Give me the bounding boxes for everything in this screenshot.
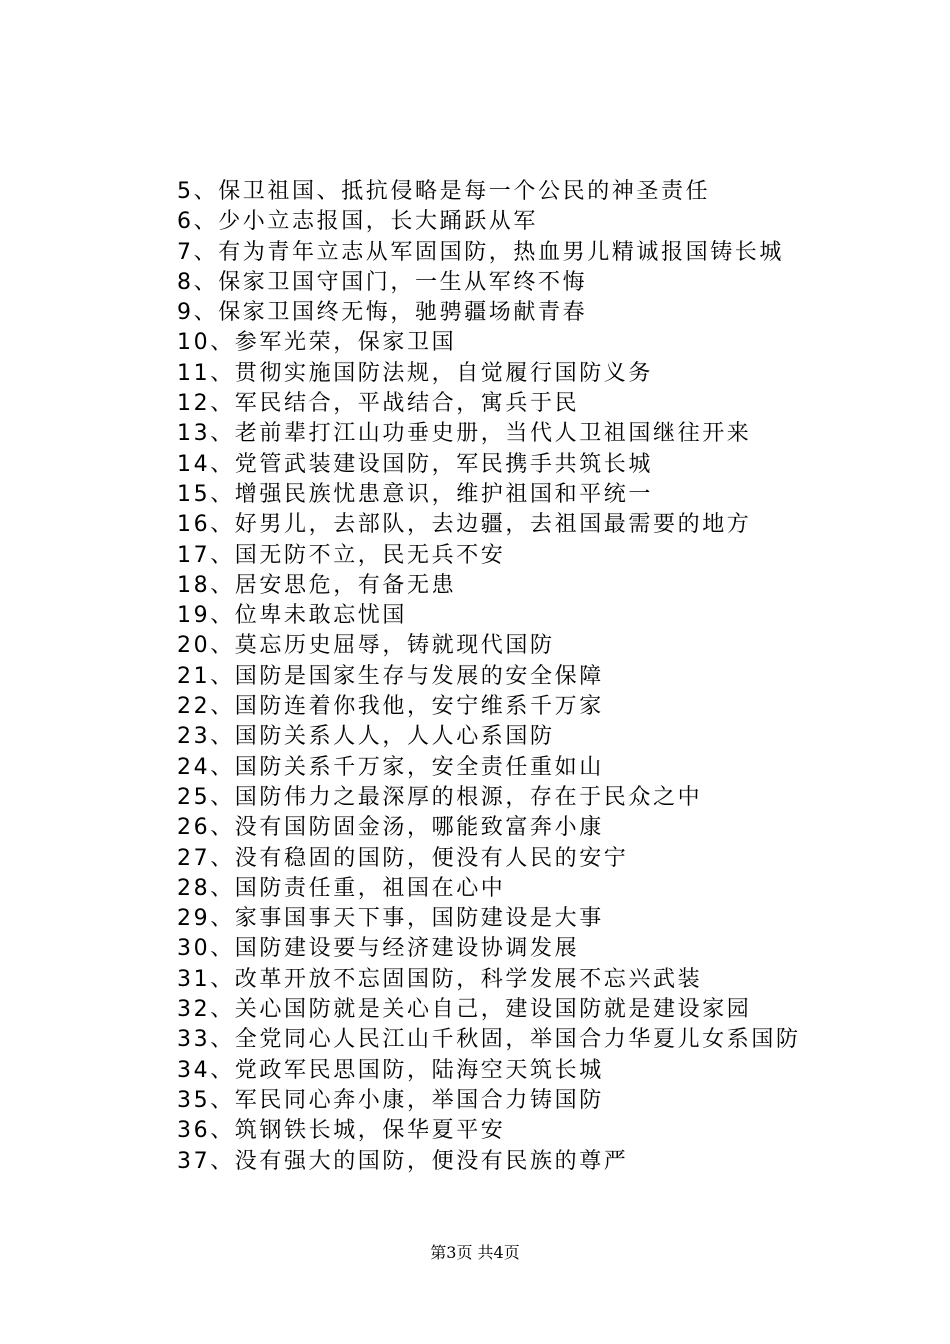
- slogan-line: 33、全党同心人民江山千秋固，举国合力华夏儿女系国防: [177, 1027, 801, 1053]
- slogan-line: 5、保卫祖国、抵抗侵略是每一个公民的神圣责任: [177, 179, 711, 204]
- slogan-line: 28、国防责任重，祖国在心中: [177, 875, 506, 901]
- slogan-line: 29、家事国事天下事，国防建设是大事: [177, 906, 604, 932]
- slogan-line: 22、国防连着你我他，安宁维系千万家: [177, 694, 604, 720]
- slogan-line: 13、老前辈打江山功垂史册，当代人卫祖国继往开来: [177, 421, 752, 447]
- slogan-line: 18、居安思危，有备无患: [177, 572, 457, 598]
- slogan-line: 14、党管武装建设国防，军民携手共筑长城: [177, 451, 653, 477]
- slogan-line: 9、保家卫国终无悔，驰骋疆场献青春: [177, 300, 588, 326]
- slogan-line: 7、有为青年立志从军固国防，热血男儿精诚报国铸长城: [177, 239, 784, 265]
- slogan-line: 35、军民同心奔小康，举国合力铸国防: [177, 1087, 604, 1113]
- slogan-line: 24、国防关系千万家，安全责任重如山: [177, 754, 604, 780]
- slogan-line: 11、贯彻实施国防法规，自觉履行国防义务: [177, 360, 653, 386]
- slogan-line: 20、莫忘历史屈辱，铸就现代国防: [177, 633, 555, 659]
- slogan-line: 26、没有国防固金汤，哪能致富奔小康: [177, 815, 604, 841]
- slogan-line: 19、位卑未敢忘忧国: [177, 603, 407, 629]
- slogan-line: 12、军民结合，平战结合，寓兵于民: [177, 391, 580, 417]
- slogan-line: 31、改革开放不忘固国防，科学发展不忘兴武装: [177, 966, 703, 992]
- slogan-line: 10、参军光荣，保家卫国: [177, 330, 457, 356]
- slogan-line: 21、国防是国家生存与发展的安全保障: [177, 663, 604, 689]
- slogan-line: 32、关心国防就是关心自己，建设国防就是建设家园: [177, 997, 752, 1023]
- slogan-line: 17、国无防不立，民无兵不安: [177, 542, 506, 568]
- slogan-line: 37、没有强大的国防，便没有民族的尊严: [177, 1148, 629, 1174]
- slogan-list: [177, 177, 877, 1177]
- slogan-line: 23、国防关系人人，人人心系国防: [177, 724, 555, 750]
- slogan-line: 15、增强民族忧患意识，维护祖国和平统一: [177, 481, 653, 507]
- slogan-line: 25、国防伟力之最深厚的根源，存在于民众之中: [177, 784, 703, 810]
- slogan-line: 36、筑钢铁长城，保华夏平安: [177, 1118, 506, 1144]
- slogan-line: 34、党政军民思国防，陆海空天筑长城: [177, 1057, 604, 1083]
- slogan-line: 16、好男儿，去部队，去边疆，去祖国最需要的地方: [177, 512, 752, 538]
- page-number-footer: 第3页 共4页: [430, 1243, 520, 1262]
- slogan-line: 6、少小立志报国，长大踊跃从军: [177, 209, 538, 235]
- slogan-line: 8、保家卫国守国门，一生从军终不悔: [177, 269, 588, 295]
- slogan-line: 30、国防建设要与经济建设协调发展: [177, 936, 580, 962]
- slogan-line: 27、没有稳固的国防，便没有人民的安宁: [177, 845, 629, 871]
